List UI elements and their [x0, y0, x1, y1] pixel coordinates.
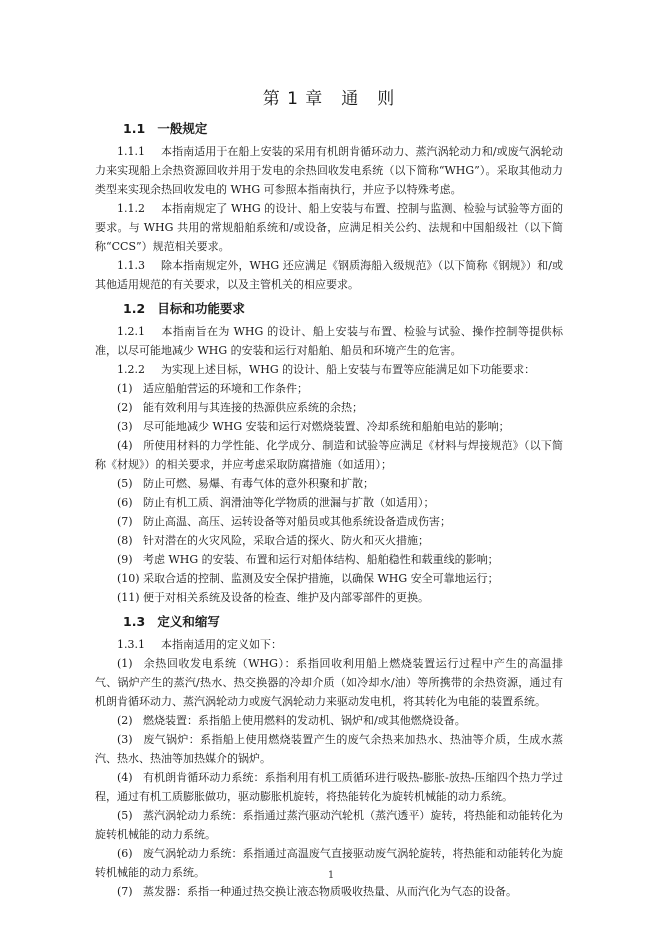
list-item: (6) 废气涡轮动力系统：系指通过高温废气直接驱动废气涡轮旋转，将热能和动能转化为旋转机械能的动力系统。 — [95, 847, 563, 879]
list-item: (1) 余热回收发电系统（WHG）：系指回收利用船上燃烧装置运行过程中产生的高温排气、锅炉产生的蒸汽/热水、热交换器的冷却介质（如冷却水/油）等所携带的余热资源，通过有机朗肯循环动力、蒸汽涡轮动力或废气涡轮动力来驱动发电机，将其转化为电能的装置系统。 — [95, 657, 563, 708]
list-item: (2) 能有效利用与其连接的热源供应系统的余热； — [117, 401, 363, 414]
list-item: (3) 尽可能地减少 WHG 安装和运行对燃烧装置、冷却系统和船舶电站的影响； — [117, 420, 510, 433]
clause-text: 除本指南规定外，WHG 还应满足《钢质海船入级规范》（以下简称《钢规》）和/或其他适用规范的有关要求，以及主管机关的相应要求。 — [95, 259, 563, 291]
definitions-list — [95, 654, 563, 901]
section-number: 1.3 — [123, 614, 146, 629]
list-item: (7) 蒸发器：系指一种通过热交换让液态物质吸收热量、从而汽化为气态的设备。 — [117, 885, 517, 898]
section-number: 1.2 — [123, 301, 146, 316]
function-requirements-list — [95, 379, 563, 607]
clause-1-1-3 — [95, 256, 563, 294]
clause-1-1-1 — [95, 142, 563, 199]
section-heading-1-2 — [123, 300, 563, 318]
clause-text: 本指南适用的定义如下： — [161, 638, 282, 651]
section-title: 目标和功能要求 — [157, 301, 245, 316]
clause-1-1-2 — [95, 199, 563, 256]
clause-number: 1.1.2 — [117, 202, 145, 215]
list-item: (4) 所使用材料的力学性能、化学成分、制造和试验等应满足《材料与焊接规范》（以下简称《材规》）的相关要求，并应考虑采取防腐措施（如适用）； — [95, 439, 563, 471]
list-item: (11) 便于对相关系统及设备的检查、维护及内部零部件的更换。 — [117, 591, 429, 604]
list-item: (1) 适应船舶营运的环境和工作条件； — [117, 382, 308, 395]
list-item: (7) 防止高温、高压、运转设备等对船员或其他系统设备造成伤害； — [117, 515, 451, 528]
chapter-title: 第 1 章 通 则 — [262, 89, 396, 109]
list-item: (9) 考虑 WHG 的安装、布置和运行对船体结构、船舶稳性和载重线的影响； — [117, 553, 499, 566]
clause-1-2-1 — [95, 322, 563, 360]
clause-number: 1.1.1 — [117, 145, 145, 158]
section-heading-1-1 — [123, 120, 563, 138]
list-item: (8) 针对潜在的火灾风险，采取合适的探火、防火和灭火措施； — [117, 534, 429, 547]
clause-1-3-1 — [95, 635, 563, 654]
list-item: (2) 燃烧装置：系指船上使用燃料的发动机、锅炉和/或其他燃烧设备。 — [117, 714, 466, 727]
page-number: 1 — [327, 870, 335, 881]
clause-number: 1.2.2 — [117, 363, 145, 376]
list-item: (6) 防止有机工质、润滑油等化学物质的泄漏与扩散（如适用）； — [117, 496, 435, 509]
list-item: (5) 防止可燃、易爆、有毒气体的意外积聚和扩散； — [117, 477, 374, 490]
clause-1-2-2 — [95, 360, 563, 379]
list-item: (4) 有机朗肯循环动力系统：系指利用有机工质循环进行吸热-膨胀-放热-压缩四个热力学过程，通过有机工质膨胀做功，驱动膨胀机旋转，将热能转化为旋转机械能的动力系统。 — [95, 771, 563, 803]
clause-text: 本指南规定了 WHG 的设计、船上安装与布置、控制与监测、检验与试验等方面的要求。与 WHG 共用的常规船舶系统和/或设备，应满足相关公约、法规和中国船级社（以下简称“CCS”）规范相关要求。 — [95, 202, 563, 253]
section-title: 一般规定 — [157, 121, 208, 136]
section-title: 定义和缩写 — [157, 614, 220, 629]
section-number: 1.1 — [123, 121, 146, 136]
page-content — [95, 88, 563, 901]
section-heading-1-3 — [123, 613, 563, 631]
list-item: (5) 蒸汽涡轮动力系统：系指通过蒸汽驱动汽轮机（蒸汽透平）旋转，将热能和动能转化为旋转机械能的动力系统。 — [95, 809, 563, 841]
clause-number: 1.1.3 — [117, 259, 145, 272]
clause-number: 1.3.1 — [117, 638, 145, 651]
clause-text: 为实现上述目标，WHG 的设计、船上安装与布置等应能满足如下功能要求： — [161, 363, 536, 376]
list-item: (10) 采取合适的控制、监测及安全保护措施，以确保 WHG 安全可靠地运行； — [117, 572, 499, 585]
clause-text: 本指南适用于在船上安装的采用有机朗肯循环动力、蒸汽涡轮动力和/或废气涡轮动力来实现船上余热资源回收并用于发电的余热回收发电系统（以下简称“WHG”）。采取其他动力类型来实现余热回收发电的 WHG 可参照本指南执行，并应予以特殊考虑。 — [95, 145, 563, 196]
list-item: (3) 废气锅炉：系指船上使用燃烧装置产生的废气余热来加热水、热油等介质，生成水蒸汽、热水、热油等加热媒介的锅炉。 — [95, 733, 563, 765]
clause-text: 本指南旨在为 WHG 的设计、船上安装与布置、检验与试验、操作控制等提供标准，以尽可能地减少 WHG 的安装和运行对船舶、船员和环境产生的危害。 — [95, 325, 563, 357]
clause-number: 1.2.1 — [117, 325, 145, 338]
